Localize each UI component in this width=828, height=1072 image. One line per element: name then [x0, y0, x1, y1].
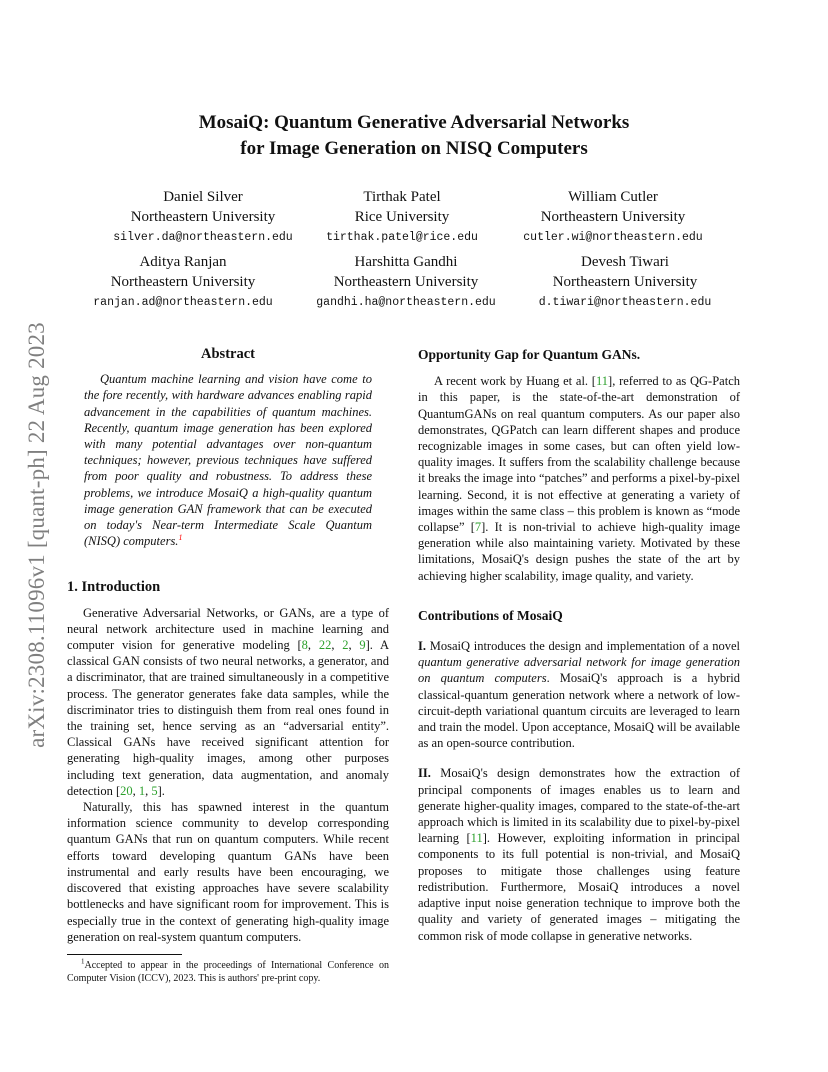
citation-link[interactable]: 1 — [138, 783, 146, 798]
contributions-heading: Contributions of MosaiQ — [418, 607, 563, 623]
intro-text: ]. A classical GAN consists of two neural networks, a generator, and a discriminator, that are trained simultaneously in a competitive process. The generator generates fake data samples, while the discriminator tries to distinguish them from real ones found in the training set, hence serving as an “adversarial entity”. Classical GANs have received significant attention for generating high-quality images, among other purposes including text generation, data augmentation, and anomaly detection [ — [67, 638, 390, 798]
intro-text: Generative Adversarial Networks, or GANs, are a type of neural network architecture used in machine learning and computer vision for generative modeling [ — [67, 605, 389, 653]
author-affiliation: Northeastern University — [540, 209, 686, 225]
citation-link[interactable]: 22 — [318, 638, 332, 653]
paper-title — [0, 110, 828, 162]
footnote — [67, 959, 389, 985]
author-email: cutler.wi@northeastern.edu — [523, 231, 703, 244]
opportunity-text: A recent work by Huang et al. [ — [434, 374, 596, 389]
citation-link[interactable]: 8 — [301, 638, 308, 653]
intro-paragraph-1: Generative Adversarial Networks, or GANs, are a type of neural network architecture used in machine learning and computer vision for generative modeling [8, 22, 2, 9]. A classical GAN consists of two neural networks, a generator, and a discriminator, that are trained simultaneously in a competitive process. The generator generates fake data samples, while the discriminator tries to distinguish them from real ones found in the training set, hence serving as an “adversarial entity”. Classical GANs have received significant attention for generating high-quality images, among other purposes including text generation, data augmentation, and anomaly detection [20, 1, 5]. — [67, 605, 390, 798]
author-affiliation: Northeastern University — [130, 209, 276, 225]
intro-paragraph-2: Naturally, this has spawned interest in the quantum information science community to develop corresponding quantum GANs that run on quantum computers. While recent efforts toward developing quantum GANs have been instrumental and early results have been encouraging, we discovered that existing approaches have severe scalability bottlenecks and have significant room for improvement. This is especially true in the context of generating high-quality image generation on real-system quantum computers. — [67, 800, 389, 944]
citation-link[interactable]: 11 — [595, 374, 609, 389]
author-affiliation: Northeastern University — [110, 274, 256, 290]
author-entry — [493, 187, 733, 248]
author-email: ranjan.ad@northeastern.edu — [93, 296, 273, 309]
arxiv-sidebar — [20, 270, 54, 800]
contribution-emphasis: quantum generative adversarial network for image generation on quantum computers — [418, 655, 740, 686]
citation-link[interactable]: 20 — [120, 783, 133, 798]
citation-link[interactable]: 9 — [359, 638, 366, 653]
author-email: tirthak.patel@rice.edu — [326, 231, 478, 244]
contribution-text: MosaiQ's design demonstrates how the extraction of principal components of images enables us to learn and generate higher-quality images, compared to the state-of-the-art approach which is limited in its scalability due to pixel-by-pixel learning [ — [418, 766, 741, 846]
citation-link[interactable]: 11 — [470, 831, 483, 846]
citation-link[interactable]: 2 — [342, 638, 349, 653]
citation-link[interactable]: 5 — [151, 783, 158, 798]
abstract-heading: Abstract — [201, 346, 255, 362]
contribution-label: I. — [418, 639, 426, 654]
contribution-item-1 — [418, 638, 740, 751]
abstract-body: Quantum machine learning and vision have come to the fore recently, with hardware advances enabling rapid advancement in the capabilities of quantum machines. Recently, quantum image generation has been explored with many potential advantages over non-quantum techniques; however, previous techniques have suffered from poor quality and robustness. To address these problems, we introduce MosaiQ a high-quality quantum image generation GAN framework that can be executed on today's Near-term Intermediate Scale Quantum (NISQ) computers. — [84, 372, 372, 549]
title-line-1: MosaiQ: Quantum Generative Adversarial Networks — [198, 112, 630, 133]
contribution-label: II. — [418, 766, 431, 781]
footnote-text: Accepted to appear in the proceedings of International Conference on Computer Vision (ICCV), 2023. This is authors' pre-print copy. — [67, 959, 389, 984]
title-line-2: for Image Generation on NISQ Computers — [240, 138, 588, 159]
arxiv-identifier: arXiv:2308.11096v1 [quant-ph] 22 Aug 2023 — [24, 322, 49, 748]
author-entry — [505, 252, 745, 313]
citation-link[interactable]: 7 — [474, 520, 482, 535]
author-name: Aditya Ranjan — [139, 254, 227, 270]
contribution-text: . MosaiQ's approach is a hybrid classical-quantum generation network where a network of low-circuit-depth variational quantum circuits are leveraged to learn and train the model. Upon acceptance, MosaiQ will be available as an open-source contribution. — [418, 671, 740, 751]
author-name: Daniel Silver — [163, 189, 243, 205]
intro-text: ]. — [157, 783, 165, 798]
author-name: Devesh Tiwari — [581, 254, 669, 270]
author-name: Harshitta Gandhi — [354, 254, 458, 270]
author-email: gandhi.ha@northeastern.edu — [316, 296, 496, 309]
footnote-mark[interactable]: 1 — [178, 533, 183, 543]
opportunity-text: ], referred to as QG-Patch in this paper, is the state-of-the-art demonstration of QuantumGANs on real quantum computers. As our paper also demonstrates, QGPatch can learn different shapes and produce recognizable images in some cases, but can often yield low-quality images. It suffers from the scalability challenge because it breaks the image into “patches” and performs a pixel-by-pixel learning. Second, it is not effective at generating a variety of images within the same class – this problem is known as “mode collapse” [ — [418, 374, 740, 535]
footnote-divider — [67, 954, 182, 955]
introduction-heading: 1. Introduction — [67, 579, 161, 596]
footnote-number: 1 — [81, 957, 85, 966]
author-entry — [282, 187, 522, 248]
author-entry — [63, 252, 303, 313]
author-entry — [286, 252, 526, 313]
author-email: silver.da@northeastern.edu — [113, 231, 293, 244]
contribution-text: MosaiQ introduces the design and implementation of a novel — [429, 639, 740, 654]
opportunity-paragraph — [418, 373, 740, 584]
author-affiliation: Northeastern University — [552, 274, 698, 290]
contribution-item-2 — [418, 765, 740, 943]
author-affiliation: Rice University — [354, 209, 450, 225]
opportunity-heading: Opportunity Gap for Quantum GANs. — [418, 347, 641, 362]
right-column — [418, 344, 740, 944]
opportunity-text: ]. It is non-trivial to achieve high-quality image generation while also maintaining variety. Motivated by these limitations, MosaiQ's design pushes the state of the art by achieving higher scalability, image quality, and variety. — [418, 520, 740, 583]
author-email: d.tiwari@northeastern.edu — [538, 296, 712, 309]
left-column — [67, 344, 389, 985]
author-name: William Cutler — [568, 189, 658, 205]
author-name: Tirthak Patel — [363, 189, 441, 205]
abstract-text — [84, 371, 372, 549]
contribution-text: ]. However, exploiting information in principal components to its full potential is non-trivial, and MosaiQ proposes to mitigate those challenges using feature redistribution. Furthermore, MosaiQ introduces a novel adaptive input noise generation technique to improve both the quality and variety of generated images – mitigating the common risk of mode collapse in generative networks. — [418, 831, 740, 943]
author-affiliation: Northeastern University — [333, 274, 479, 290]
